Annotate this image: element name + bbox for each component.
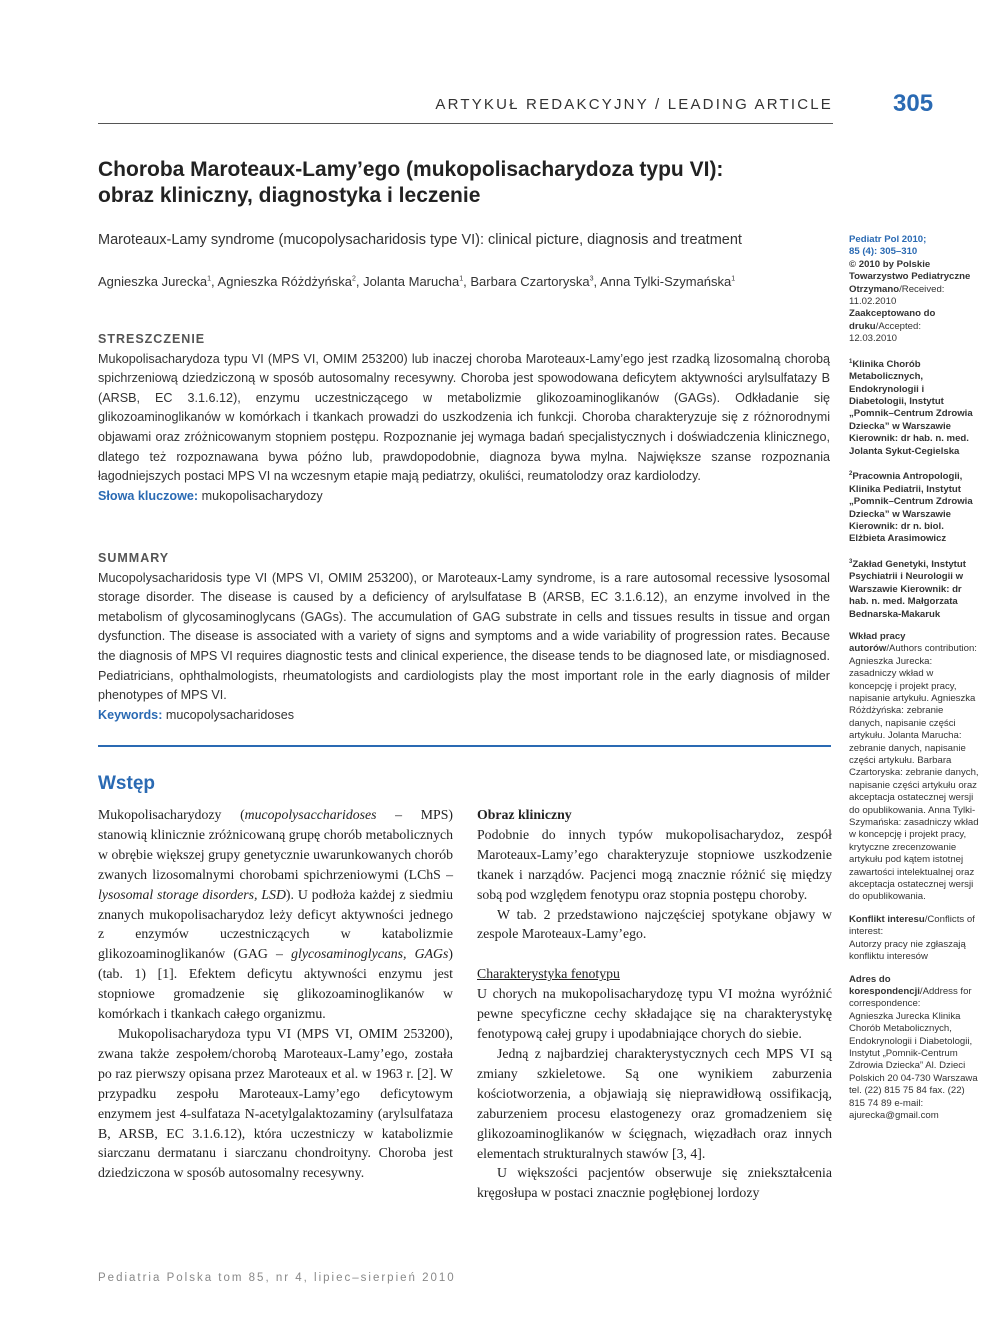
paragraph: U większości pacjentów obserwuje się zniekształcenia kręgosłupa w postaci znacznie pogłębionej lordozy [477, 1165, 832, 1201]
article-title [98, 157, 818, 209]
aff-mark: 2 [351, 275, 356, 283]
affiliation-text: Klinika Chorób Metabolicznych, Endokrynologii i Diabetologii, Instytut „Pomnik–Centrum Zdrowia Dziecka” w Warszawie Kierownik: dr hab. n. med. Jolanta Sykut-Cegielska [849, 358, 973, 457]
paragraph: Podobnie do innych typów mukopolisacharydoz, zespół Maroteaux-Lamy’ego charakteryzuje stopniowe uszkodzenie tkanek i narządów. Pacjenci mogą znacznie różnić się między sobą pod względem fenotypu oraz stopnia postępu choroby. [477, 826, 832, 902]
affiliation-2 [849, 468, 979, 546]
title-line-1: Choroba Maroteaux-Lamy’ego (mukopolisacharydoza typu VI): [98, 158, 724, 181]
section-divider [98, 745, 831, 747]
subsection-heading-phenotype: Charakterystyka fenotypu [477, 966, 620, 982]
conflict-text: Autorzy pracy nie zgłaszają konfliktu interesów [849, 938, 966, 963]
text-run: – MPS) stanowią klinicznie zróżnicowaną grupę chorób metabolicznych w obrębie większej grupy genetycznie uwarunkowanych chorób zwanych lizosomalnymi chorobami spichrzeniowymi (LChS – [98, 807, 453, 882]
english-title: Maroteaux-Lamy syndrome (mucopolysacharidosis type VI): clinical picture, diagnosis and treatment [98, 232, 742, 248]
address-label-en: /Address for correspondence: [849, 985, 972, 1010]
aff-mark: 1 [731, 275, 736, 283]
contrib-label: Wkład pracy autorów [849, 630, 906, 655]
received-date: 11.02.2010 [849, 296, 897, 308]
paragraph: Mukopolisacharydoza typu VI (MPS VI, OMIM 253200), zwana także zespołem/chorobą Maroteaux-Lamy’ego, została po raz pierwszy opisana przez Maroteaux et al. w 1963 r. [2]. W przypadku zespołu Maroteaux-Lamy’ego deficytowym enzymem jest 4-sulfataza N-acetylgalaktozaminy (arylsulfataza B, ARSB, EC 3.1.6.12), która uczestniczy w katabolizmie siarczanu dermatanu i siarczanu chondroityny. Choroba jest dziedziczona w sposób autosomalny recesywny. [98, 1025, 453, 1181]
abstract-en [98, 549, 830, 725]
aff-mark: 3 [589, 275, 594, 283]
accepted-label-en: /Accepted: [875, 320, 921, 332]
conflict-label: Konflikt interesu [849, 913, 925, 925]
keywords-pl-label: Słowa kluczowe: [98, 488, 199, 503]
keywords-pl [98, 487, 830, 507]
author: Barbara Czartoryska [470, 274, 590, 289]
text-run: ). U podłoża każdej z siedmiu znanych mukopolisacharydoz leży deficyt aktywności jednego z enzymów uczestniczących w katabolizmie glikozoaminoglikanów (GAG – [98, 886, 453, 962]
contrib-text: Agnieszka Jurecka: zasadniczy wkład w koncepcję i projekt pracy, napisanie artykułu. Agnieszka Różdżyńska: zebranie danych, napisanie części artykułu. Jolanta Marucha: zebranie danych, napisanie części artykułu. Barbara Czartoryska: zebranie danych, napisanie części artykułu oraz akceptacja ostatecznej wersji do opublikowania. Anna Tylki-Szymańska: zasadniczy wkład w koncepcję i projekt pracy, krytyczne zrecenzowanie artykułu pod kątem istotnej zawartości intelektualnej oraz akceptacja ostatecznej wersji do opublikowania. [849, 655, 979, 903]
citation-line: Pediatr Pol 2010; [849, 234, 927, 245]
keywords-en [98, 706, 830, 726]
abstract-pl-heading: STRESZCZENIE [98, 332, 206, 346]
received-label-en: /Received: [899, 283, 945, 295]
contrib-label-en: /Authors contribution: [886, 643, 977, 655]
aff-mark: 1 [207, 275, 212, 283]
aff-mark: 3 [849, 558, 853, 565]
affiliation-text: Pracownia Antropologii, Klinika Pediatrii, Instytut „Pomnik–Centrum Zdrowia Dziecka” w Warszawie Kierownik: dr n. biol. Elżbieta Arasimowicz [849, 471, 973, 545]
aff-mark: 1 [459, 275, 464, 283]
abstract-pl [98, 330, 830, 506]
author: Anna Tylki-Szymańska [600, 274, 732, 289]
keywords-en-label: Keywords: [98, 707, 163, 722]
abstract-pl-text: Mukopolisacharydoza typu VI (MPS VI, OMIM 253200) lub inaczej choroba Maroteaux-Lamy’ego jest rzadką lizosomalną chorobą spichrzeniową dziedziczoną w sposób autosomalny recesywny. Choroba jest spowodowana deficytem aktywności arylsulfatazy B (ARSB, EC 3.1.6.12), enzymu uczestniczącego w metabolizmie glikozoaminoglikanów (GAGs). Odkładanie się glikozoaminoglikanów w komórkach i tkankach prowadzi do uszkodzenia ich funkcji. Choroba charakteryzuje się z różnorodnymi objawami oraz zróżnicowanym stopniem postępu. Rozpoznanie jej wymaga badań specjalistycznych i doświadczenia klinicznego, dlatego też rozpoznawana bywa późno lub, prawdopodobnie, diagnoza bywa mylna. Największe szanse rozpoznania łagodniejszych postaci MPS VI na wczesnym etapie mają pediatrzy, okuliści, reumatolodzy oraz kardiolodzy. [98, 351, 830, 484]
paragraph [98, 805, 453, 1024]
aff-mark: 1 [849, 358, 853, 365]
copyright: © 2010 by Polskie Towarzystwo Pediatryczne [849, 258, 971, 283]
author: Jolanta Marucha [363, 274, 460, 289]
text-run: ) (tab. 1) [1]. Efektem deficytu aktywności enzymu jest stopniowe gromadzenie się glikozoaminoglikanów w komórkach i tkankach całego organizmu. [98, 946, 453, 1022]
text-run: lysosomal storage disorders, LSD [98, 886, 286, 902]
keywords-pl-value: mukopolisacharydozy [201, 488, 323, 503]
affiliation-1 [849, 356, 979, 458]
running-title: ARTYKUŁ REDAKCYJNY / LEADING ARTICLE [435, 96, 833, 113]
affiliation-text: Zakład Genetyki, Instytut Psychiatrii i Neurologii w Warszawie Kierownik: dr hab. n. med. Małgorzata Bednarska-Makaruk [849, 558, 966, 620]
text-run: Mukopolisacharydozy ( [98, 807, 245, 822]
conflict-of-interest [849, 914, 979, 964]
body-column-left [98, 805, 453, 1183]
conflict-label-en: /Conflicts of interest: [849, 913, 975, 938]
text-run: mucopolysaccharidoses [244, 807, 377, 822]
keywords-en-value: mucopolysacharidoses [165, 707, 294, 722]
subsection-heading-clinical: Obraz kliniczny [477, 807, 572, 822]
title-line-2: obraz kliniczny, diagnostyka i leczenie [98, 184, 481, 207]
abstract-en-text: Mucopolysacharidosis type VI (MPS VI, OMIM 253200), or Maroteaux-Lamy syndrome, is a rare autosomal recessive lysosomal storage disorder. The disease is caused by a deficiency of arylsulfatase B (ARSB, EC 3.1.6.12), an enzyme involved in the metabolism of glycosaminoglycans (GAGs). The accumulation of GAG substrate in cells and tissues results in tissue and organ dysfunction. The disease is associated with a variety of signs and symptoms and a wide variability of progression rates. Because the diagnosis of MPS VI requires diagnostic tests and clinical experience, the disease tends to be diagnosed late, or misdiagnosed. Pediatricians, ophthalmologists, rheumatologists and cardiologists play the most important role in the early diagnosis of milder phenotypes of MPS VI. [98, 570, 830, 703]
accepted-date: 12.03.2010 [849, 333, 898, 345]
body-column-right [477, 805, 832, 1203]
author: Agnieszka Jurecka [98, 274, 208, 289]
section-heading-introduction: Wstęp [98, 773, 155, 794]
paragraph: Jedną z najbardziej charakterystycznych cech MPS VI są zmiany szkieletowe. Są one wynikiem zaburzenia kościotworzenia, a objawiają się nieprawidłową ossifikacją, zaburzeniem procesu elastogenezy oraz gromadzeniem się glikozoaminoglikanów w ścięgnach, więzadłach oraz innych elementach strukturalnych stawów [3, 4]. [477, 1045, 832, 1161]
accepted-label: Zaakceptowano do druku [849, 308, 936, 332]
abstract-en-heading: SUMMARY [98, 551, 170, 565]
authors: Agnieszka Jurecka$^1$, Agnieszka Różdżyńska$^2$, Jolanta Marucha$^1$, Barbara Czartoryska$^3$, Anna Tylki-Szymańska$^1$ [98, 274, 736, 289]
paragraph: U chorych na mukopolisacharydozę typu VI można wyróżnić pewne specyficzne cechy składające się na charakterystykę fenotypową całej grupy i upodabniające chorych do siebie. [477, 986, 832, 1042]
paragraph: W tab. 2 przedstawiono najczęściej spotykane objawy w zespole Maroteaux-Lamy’ego. [477, 906, 832, 942]
address-label: Adres do korespondencji [849, 973, 920, 997]
aff-mark: 2 [849, 471, 853, 478]
header-rule [98, 123, 833, 124]
author: Agnieszka Różdżyńska [217, 274, 352, 289]
sidebar-metadata [849, 234, 979, 1132]
sidebar-citation [849, 234, 979, 346]
correspondence-address [849, 974, 979, 1123]
journal-footer: Pediatria Polska tom 85, nr 4, lipiec–sierpień 2010 [98, 1272, 456, 1284]
page-number: 305 [893, 90, 934, 117]
address-text: Agnieszka Jurecka Klinika Chorób Metabolicznych, Endokrynologii i Diabetologii, Instytut „Pomnik-Centrum Zdrowia Dziecka” Al. Dzieci Polskich 20 04-730 Warszawa tel. (22) 815 75 84 fax. (22) 815 74 89 e-mail: ajurecka@gmail.com [849, 1010, 978, 1121]
received-label: Otrzymano [849, 283, 900, 295]
affiliation-3 [849, 556, 979, 621]
author-contributions [849, 631, 979, 904]
citation-line: 85 (4): 305–310 [849, 246, 918, 258]
text-run: glycosaminoglycans, GAGs [291, 946, 449, 962]
